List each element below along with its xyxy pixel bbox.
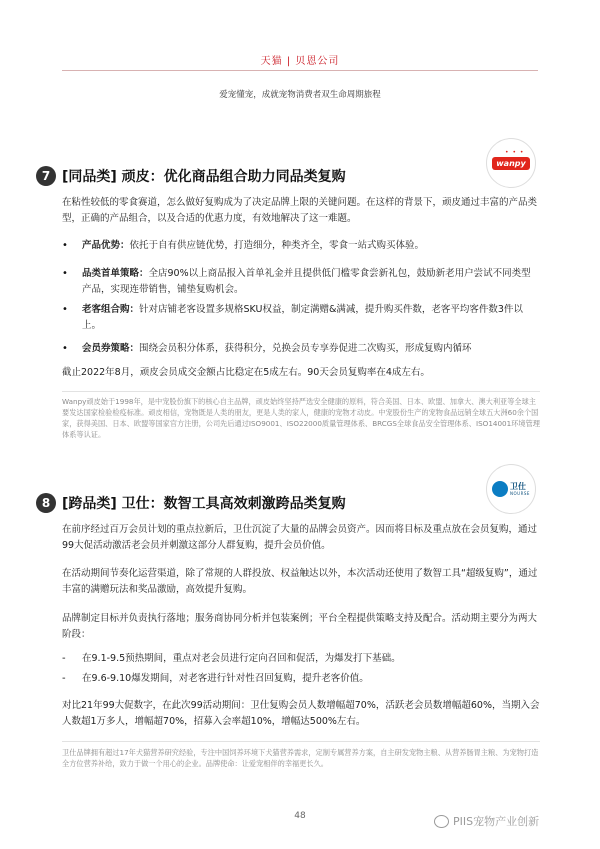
section-8-bullet: - 在9.6-9.10爆发期间，对老客进行针对性召回复购，提升老客价值。 — [62, 671, 540, 687]
paw-dots-icon: • • • — [505, 149, 525, 156]
note-divider — [62, 391, 540, 392]
section-8-title: [跨品类] 卫仕：数智工具高效刺激跨品类复购 — [62, 496, 346, 512]
section-8-number: 8 — [36, 493, 56, 513]
section-8-heading — [36, 491, 346, 515]
watermark-text: PIIS宠物产业创新 — [453, 815, 540, 828]
section-7-bullet: • 产品优势：依托于自有供应链优势，打造细分，种类齐全，零食一站式购买体验。 — [62, 238, 540, 254]
header-divider — [62, 70, 538, 71]
wechat-icon — [434, 815, 449, 828]
section-7-note: Wanpy顽皮始于1998年，是中宠股份旗下的核心自主品牌，顽皮始终坚持严选安全健康的原料，符合美国、日本、欧盟、加拿大、澳大利亚等全球主要发达国家检验检疫标准。顽皮相信，宠物既是人类的朋友，更是人类的家人，健康的宠物才动皮。中宠股份生产的宠物食品远销全球五大洲60余个国家，获得美国、日本、欧盟等国家官方注册，公司先后通过ISO9001、ISO22000质量管理体系、BRCGS全球食品安全管理体系、ISO14001环境管理体系等认证。 — [62, 397, 540, 439]
section-7-number: 7 — [36, 166, 56, 186]
section-8-paragraph-1: 在前序经过百万会员计划的重点拉新后，卫仕沉淀了大量的品牌会员资产。因而将目标及重点放在会员复购，通过99大促活动激活老会员并刺激这部分人群复购，提升会员价值。 — [62, 524, 538, 551]
weishi-logo — [486, 464, 536, 514]
section-8-bullet: - 在9.1-9.5预热期间，重点对老会员进行定向召回和促活，为爆发打下基础。 — [62, 651, 540, 667]
section-8-result: 对比21年99大促数字，在此次99活动期间：卫仕复购会员人数增幅超70%，活跃老会员数增幅超60%，当期入会人数超1万多人，增幅超70%，招募入会率超10%，增幅达500%左右。 — [62, 700, 540, 727]
section-7-bullet: • 老客组合购：针对店铺老客设置多规格SKU权益，制定满赠&满减，提升购买件数，老客平均客件数3件以上。 — [62, 302, 540, 333]
wanpy-logo-text: wanpy — [492, 157, 529, 170]
weishi-logo-text: 卫仕 — [510, 482, 527, 491]
section-8-paragraph-3: 品牌制定目标并负责执行落地；服务商协同分析并包装案例；平台全程提供策略支持及配合。活动期主要分为两大阶段： — [62, 613, 538, 640]
section-7-bullet: • 品类首单策略：全店90%以上商品报入首单礼金并且提供低门槛零食尝新礼包，鼓励新老用户尝试不同类型产品，实现连带销售，铺垫复购机会。 — [62, 266, 540, 297]
header-brand: 天猫 | 贝恩公司 — [260, 56, 340, 67]
weishi-circle-icon — [492, 481, 508, 497]
section-7-bullet: • 会员券策略：围绕会员积分体系，获得积分，兑换会员专享券促进二次购买，形成复购内循环 — [62, 341, 540, 357]
section-8-note: 卫仕品牌拥有超过17年犬猫营养研究经验，专注中国饲养环境下犬猫营养需求，定制专属营养方案，自主研发宠物主粮、从营养肠胃主粮、为宠物打造全方位营养补给，致力于做一个用心的企业。品牌使命：让爱宠相伴的幸福更长久。 — [62, 748, 539, 768]
header-subtitle: 爱宠懂宠，成就宠物消费者双生命周期旅程 — [219, 90, 381, 100]
section-7-intro: 在粘性较低的零食赛道，怎么做好复购成为了决定品牌上限的关键问题。在这样的背景下，顽皮通过丰富的产品类型，正确的产品组合，以及合适的优惠力度，有效地解决了这一难题。 — [62, 197, 538, 224]
section-7-title: [同品类] 顽皮：优化商品组合助力同品类复购 — [62, 169, 346, 185]
section-7-heading — [36, 164, 346, 188]
weishi-logo-sub: NOURSE — [510, 491, 530, 496]
note-divider — [62, 741, 540, 742]
section-7-result: 截止2022年8月，顽皮会员成交金额占比稳定在5成左右。90天会员复购率在4成左右。 — [62, 367, 430, 378]
wanpy-logo — [486, 138, 536, 188]
page-number: 48 — [294, 811, 306, 821]
section-8-paragraph-2: 在活动期间节奏化运营渠道，除了常规的人群投放、权益触达以外，本次活动还使用了数智工具“超级复购”，通过丰富的满赠玩法和奖品激励，高效提升复购。 — [62, 568, 538, 595]
watermark — [434, 813, 539, 829]
